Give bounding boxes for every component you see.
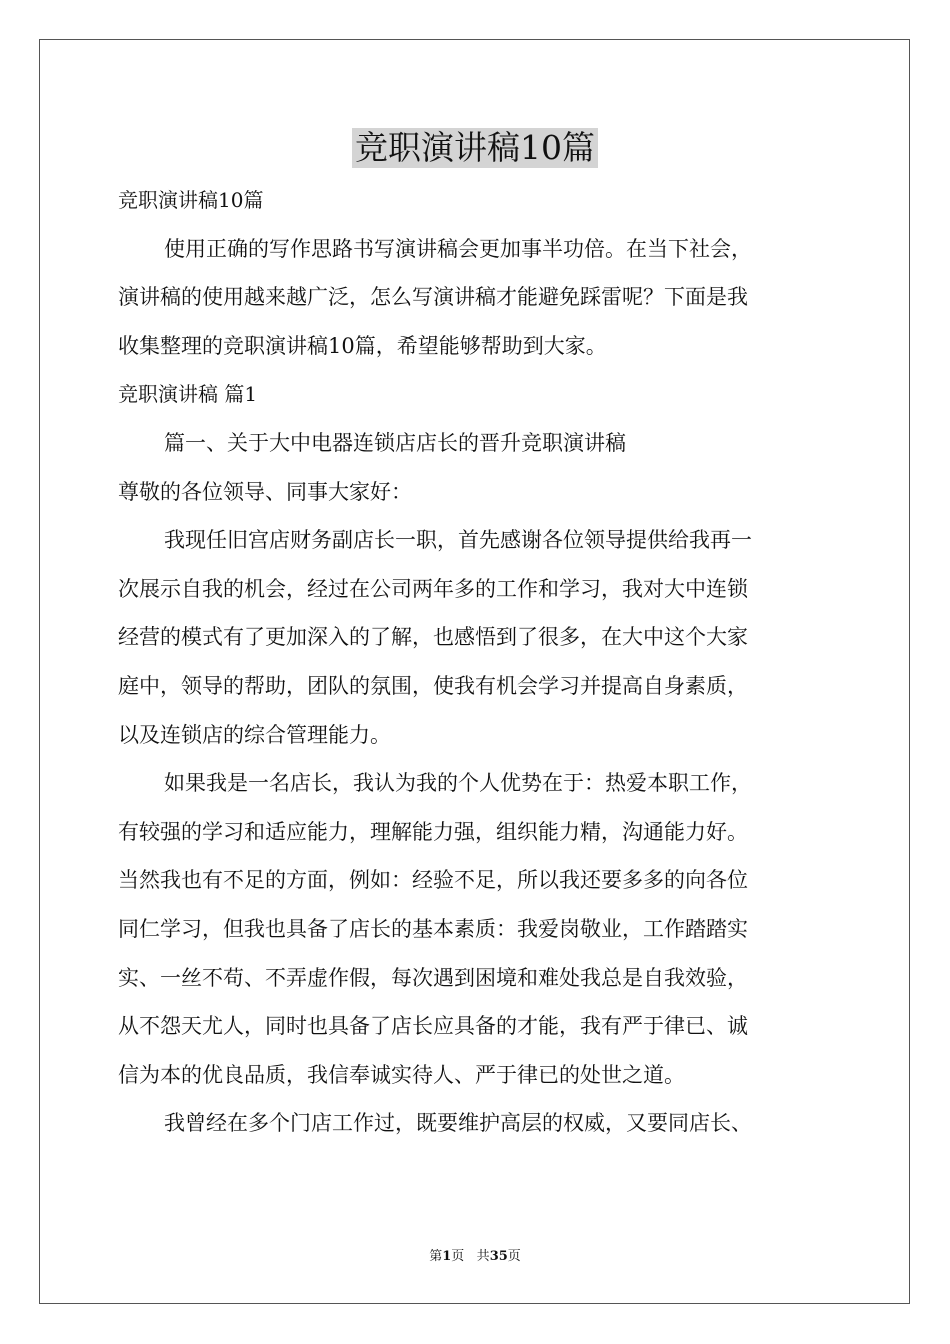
body-line-16: 同仁学习，但我也具备了店长的基本素质：我爱岗敬业，工作踏踏实 — [118, 916, 748, 941]
page-prefix: 第 — [429, 1249, 443, 1264]
total-prefix: 共 — [476, 1249, 490, 1264]
page-footer — [0, 1247, 950, 1267]
body-line-7: 尊敬的各位领导、同事大家好： — [118, 479, 412, 504]
body-line-3: 演讲稿的使用越来越广泛，怎么写演讲稿才能避免踩雷呢？下面是我 — [118, 285, 748, 310]
total-pages: 35 — [489, 1249, 508, 1264]
document-body — [118, 176, 834, 1148]
page-number: 1 — [442, 1249, 452, 1264]
body-line-15: 当然我也有不足的方面，例如：经验不足，所以我还要多多的向各位 — [118, 868, 748, 893]
document-title: 竞职演讲稿10篇 — [352, 128, 598, 168]
title-wrap — [0, 128, 950, 168]
body-line-14: 有较强的学习和适应能力，理解能力强，组织能力精，沟通能力好。 — [118, 819, 748, 844]
body-line-2: 使用正确的写作思路书写演讲稿会更加事半功倍。在当下社会， — [164, 236, 752, 261]
body-line-17: 实、一丝不苟、不弄虚作假，每次遇到困境和难处我总是自我效验， — [118, 965, 748, 990]
body-line-1: 竞职演讲稿10篇 — [118, 188, 264, 212]
body-line-11: 庭中，领导的帮助，团队的氛围，使我有机会学习并提高自身素质， — [118, 673, 748, 698]
body-line-9: 次展示自我的机会，经过在公司两年多的工作和学习，我对大中连锁 — [118, 576, 748, 601]
page-suffix: 页 — [451, 1249, 465, 1264]
body-line-6: 篇一、关于大中电器连锁店店长的晋升竞职演讲稿 — [164, 430, 626, 455]
body-line-19: 信为本的优良品质，我信奉诚实待人、严于律已的处世之道。 — [118, 1062, 685, 1087]
body-line-4: 收集整理的竞职演讲稿10篇，希望能够帮助到大家。 — [118, 333, 607, 358]
body-line-5: 竞职演讲稿 篇1 — [118, 382, 258, 407]
body-line-18: 从不怨天尤人，同时也具备了店长应具备的才能，我有严于律已、诚 — [118, 1014, 748, 1039]
body-line-10: 经营的模式有了更加深入的了解，也感悟到了很多，在大中这个大家 — [118, 625, 748, 650]
body-line-20: 我曾经在多个门店工作过，既要维护高层的权威，又要同店长、 — [164, 1111, 752, 1136]
body-line-12: 以及连锁店的综合管理能力。 — [118, 722, 391, 747]
body-line-13: 如果我是一名店长，我认为我的个人优势在于：热爱本职工作， — [164, 771, 752, 796]
total-suffix: 页 — [507, 1249, 521, 1264]
body-line-8: 我现任旧宫店财务副店长一职，首先感谢各位领导提供给我再一 — [164, 528, 752, 553]
